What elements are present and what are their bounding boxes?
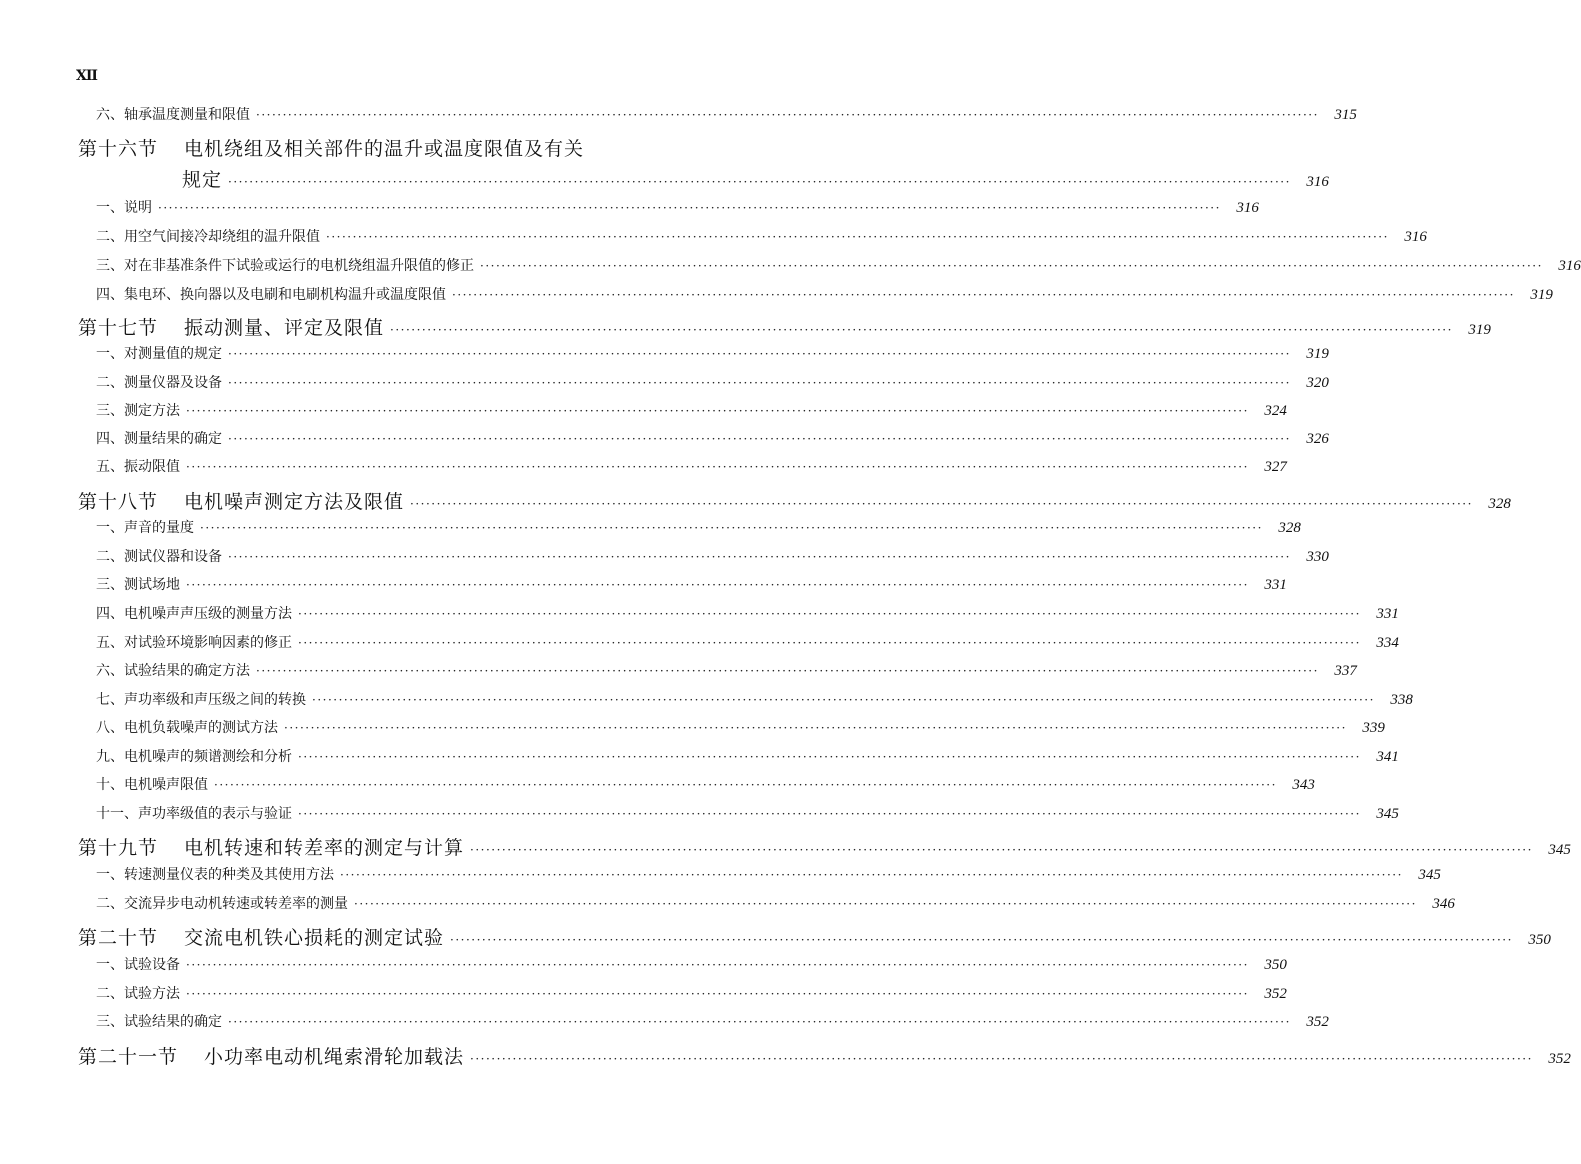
page-number: 341 — [1376, 749, 1399, 765]
dot-leader: ········································································································································································································ — [470, 1052, 1533, 1066]
entry-title — [96, 660, 250, 680]
entry-title-text: 四、集电环、换向器以及电刷和电刷机构温升或温度限值 — [96, 287, 446, 303]
toc-section-entry[interactable] — [182, 165, 1329, 192]
entry-title — [96, 632, 292, 652]
entry-title-text: 二、测试仪器和设备 — [96, 549, 222, 565]
dot-leader: ········································································································································································································ — [452, 288, 1515, 302]
toc-subsection-entry[interactable] — [96, 632, 1399, 652]
entry-title — [96, 803, 292, 823]
page-number: 343 — [1292, 777, 1315, 793]
entry-title-text: 三、测试场地 — [96, 577, 180, 593]
entry-title — [96, 517, 194, 537]
toc-subsection-entry[interactable] — [96, 372, 1329, 392]
toc-subsection-entry[interactable] — [96, 343, 1329, 363]
dot-leader: ········································································································································································································ — [186, 958, 1249, 972]
entry-title — [96, 864, 334, 884]
dot-leader: ········································································································································································································ — [410, 497, 1473, 511]
page-number: 326 — [1306, 431, 1329, 447]
dot-leader: ········································································································································································································ — [312, 693, 1375, 707]
entry-title-text: 三、对在非基准条件下试验或运行的电机绕组温升限值的修正 — [96, 258, 474, 274]
section-number: 第十八节 — [78, 491, 159, 513]
dot-leader: ········································································································································································································ — [284, 721, 1347, 735]
entry-title — [96, 372, 222, 392]
toc-subsection-entry[interactable] — [96, 864, 1441, 884]
entry-title — [96, 574, 180, 594]
entry-title — [96, 746, 292, 766]
page-number: 334 — [1376, 635, 1399, 651]
page-number: 345 — [1376, 806, 1399, 822]
section-number: 第十七节 — [78, 317, 159, 339]
page-number: 315 — [1334, 107, 1357, 123]
entry-title — [96, 197, 152, 217]
entry-title — [96, 546, 222, 566]
section-number: 第十九节 — [78, 837, 159, 859]
section-number: 第二十节 — [78, 927, 159, 949]
page-number: 316 — [1236, 200, 1259, 216]
page-number: 316 — [1558, 258, 1581, 274]
toc-section-entry[interactable] — [78, 1042, 1571, 1069]
dot-leader: ········································································································································································································ — [186, 460, 1249, 474]
page-number: 327 — [1264, 459, 1287, 475]
page-number: 319 — [1468, 322, 1491, 338]
dot-leader: ········································································································································································································ — [326, 230, 1389, 244]
entry-title — [96, 284, 446, 304]
toc-subsection-entry[interactable] — [96, 774, 1315, 794]
toc-section-entry[interactable] — [78, 487, 1511, 514]
dot-leader: ········································································································································································································ — [186, 987, 1249, 1001]
dot-leader: ········································································································································································································ — [228, 347, 1291, 361]
entry-title-text: 交流电机铁心损耗的测定试验 — [184, 927, 445, 949]
entry-title — [78, 134, 584, 161]
entry-title — [96, 603, 292, 623]
entry-title — [182, 165, 222, 192]
page-number: 324 — [1264, 403, 1287, 419]
toc-subsection-entry[interactable] — [96, 689, 1413, 709]
dot-leader: ········································································································································································································ — [228, 376, 1291, 390]
toc-subsection-entry[interactable] — [96, 428, 1329, 448]
entry-title-text: 二、用空气间接冷却绕组的温升限值 — [96, 229, 320, 245]
entry-title — [78, 833, 464, 860]
page-number: 319 — [1306, 346, 1329, 362]
entry-title — [96, 1011, 222, 1031]
dot-leader: ········································································································································································································ — [228, 1015, 1291, 1029]
section-number: 第二十一节 — [78, 1046, 179, 1068]
entry-title — [96, 893, 348, 913]
toc-section-entry[interactable] — [78, 833, 1571, 860]
page-number: 331 — [1376, 606, 1399, 622]
entry-title — [78, 313, 384, 340]
entry-title — [96, 255, 474, 275]
page-number: 316 — [1306, 174, 1329, 190]
toc-subsection-entry[interactable] — [96, 226, 1427, 246]
page-number: 320 — [1306, 375, 1329, 391]
entry-title — [78, 1042, 464, 1069]
entry-title-text: 六、试验结果的确定方法 — [96, 663, 250, 679]
page-number: 339 — [1362, 720, 1385, 736]
toc-subsection-entry[interactable] — [96, 660, 1357, 680]
entry-title — [96, 343, 222, 363]
toc-subsection-entry[interactable] — [96, 893, 1455, 913]
entry-title-text: 四、测量结果的确定 — [96, 431, 222, 447]
toc-subsection-entry[interactable] — [96, 574, 1287, 594]
entry-title — [96, 428, 222, 448]
entry-title — [96, 774, 208, 794]
page-number: 345 — [1548, 842, 1571, 858]
entry-title-text: 六、轴承温度测量和限值 — [96, 107, 250, 123]
entry-title-text: 小功率电动机绳索滑轮加载法 — [204, 1046, 465, 1068]
entry-title — [78, 923, 444, 950]
entry-title-text: 一、声音的量度 — [96, 520, 194, 536]
toc-subsection-entry[interactable] — [96, 400, 1287, 420]
dot-leader: ········································································································································································································ — [470, 843, 1533, 857]
toc-subsection-entry[interactable] — [96, 546, 1329, 566]
entry-title — [96, 226, 320, 246]
page-number: 316 — [1404, 229, 1427, 245]
entry-title-text: 一、转速测量仪表的种类及其使用方法 — [96, 867, 334, 883]
entry-title — [96, 954, 180, 974]
dot-leader: ········································································································································································································ — [354, 897, 1417, 911]
entry-title-text: 电机绕组及相关部件的温升或温度限值及有关 — [184, 138, 585, 160]
page-number: 352 — [1306, 1014, 1329, 1030]
entry-title — [96, 456, 180, 476]
entry-title-text: 二、交流异步电动机转速或转差率的测量 — [96, 896, 348, 912]
toc-subsection-entry[interactable] — [96, 104, 1357, 124]
page-number: 352 — [1548, 1051, 1571, 1067]
dot-leader: ········································································································································································································ — [228, 432, 1291, 446]
entry-title-text: 七、声功率级和声压级之间的转换 — [96, 692, 306, 708]
page-number: 337 — [1334, 663, 1357, 679]
entry-title-text: 三、试验结果的确定 — [96, 1014, 222, 1030]
entry-title-text: 五、对试验环境影响因素的修正 — [96, 635, 292, 651]
dot-leader: ········································································································································································································ — [298, 607, 1361, 621]
toc-subsection-entry[interactable] — [96, 983, 1287, 1003]
page-number: 319 — [1530, 287, 1553, 303]
page-number: 350 — [1264, 957, 1287, 973]
dot-leader: ········································································································································································································ — [214, 778, 1277, 792]
toc-subsection-entry[interactable] — [96, 1011, 1329, 1031]
entry-title-text: 三、测定方法 — [96, 403, 180, 419]
toc-subsection-entry[interactable] — [96, 456, 1287, 476]
entry-title — [96, 104, 250, 124]
toc-subsection-entry[interactable] — [96, 255, 1581, 275]
entry-title-text: 九、电机噪声的频谱测绘和分析 — [96, 749, 292, 765]
entry-title-text: 十、电机噪声限值 — [96, 777, 208, 793]
entry-title — [78, 487, 404, 514]
section-number: 第十六节 — [78, 138, 159, 160]
toc-subsection-entry[interactable] — [96, 284, 1553, 304]
dot-leader: ········································································································································································································ — [298, 750, 1361, 764]
entry-title-text: 一、试验设备 — [96, 957, 180, 973]
page-number: 330 — [1306, 549, 1329, 565]
dot-leader: ········································································································································································································ — [186, 404, 1249, 418]
toc-subsection-entry[interactable] — [96, 803, 1399, 823]
page-number: 331 — [1264, 577, 1287, 593]
dot-leader: ········································································································································································································ — [340, 868, 1403, 882]
entry-title-text: 十一、声功率级值的表示与验证 — [96, 806, 292, 822]
entry-title — [96, 717, 278, 737]
page-number: 345 — [1418, 867, 1441, 883]
entry-title-text: 四、电机噪声声压级的测量方法 — [96, 606, 292, 622]
toc-subsection-entry[interactable] — [96, 197, 1259, 217]
entry-title-text: 电机噪声测定方法及限值 — [184, 491, 405, 513]
entry-title-text: 一、对测量值的规定 — [96, 346, 222, 362]
entry-title-text: 振动测量、评定及限值 — [184, 317, 385, 339]
toc-subsection-entry[interactable] — [96, 746, 1399, 766]
dot-leader: ········································································································································································································ — [228, 175, 1291, 189]
dot-leader: ········································································································································································································ — [450, 933, 1513, 947]
dot-leader: ········································································································································································································ — [298, 807, 1361, 821]
page-number: 328 — [1488, 496, 1511, 512]
dot-leader: ········································································································································································································ — [158, 201, 1221, 215]
page-number-roman: XII — [76, 68, 97, 84]
toc-section-entry[interactable] — [78, 923, 1551, 950]
dot-leader: ········································································································································································································ — [200, 521, 1263, 535]
dot-leader: ········································································································································································································ — [186, 578, 1249, 592]
page-number: 346 — [1432, 896, 1455, 912]
entry-title-text: 规定 — [182, 169, 223, 191]
toc-subsection-entry[interactable] — [96, 517, 1301, 537]
dot-leader: ········································································································································································································ — [480, 259, 1543, 273]
entry-title-text: 五、振动限值 — [96, 459, 180, 475]
dot-leader: ········································································································································································································ — [390, 323, 1453, 337]
dot-leader: ········································································································································································································ — [298, 636, 1361, 650]
entry-title-text: 八、电机负载噪声的测试方法 — [96, 720, 278, 736]
page-number: 328 — [1278, 520, 1301, 536]
dot-leader: ········································································································································································································ — [256, 108, 1319, 122]
toc-section-entry[interactable] — [78, 134, 666, 161]
entry-title-text: 一、说明 — [96, 200, 152, 216]
page-number: 338 — [1390, 692, 1413, 708]
entry-title-text: 二、试验方法 — [96, 986, 180, 1002]
toc-subsection-entry[interactable] — [96, 603, 1399, 623]
entry-title — [96, 400, 180, 420]
toc-section-entry[interactable] — [78, 313, 1491, 340]
entry-title — [96, 983, 180, 1003]
dot-leader: ········································································································································································································ — [256, 664, 1319, 678]
entry-title-text: 二、测量仪器及设备 — [96, 375, 222, 391]
dot-leader: ········································································································································································································ — [228, 550, 1291, 564]
page-number: 352 — [1264, 986, 1287, 1002]
entry-title — [96, 689, 306, 709]
toc-subsection-entry[interactable] — [96, 717, 1385, 737]
toc-subsection-entry[interactable] — [96, 954, 1287, 974]
page-number: 350 — [1528, 932, 1551, 948]
entry-title-text: 电机转速和转差率的测定与计算 — [184, 837, 465, 859]
